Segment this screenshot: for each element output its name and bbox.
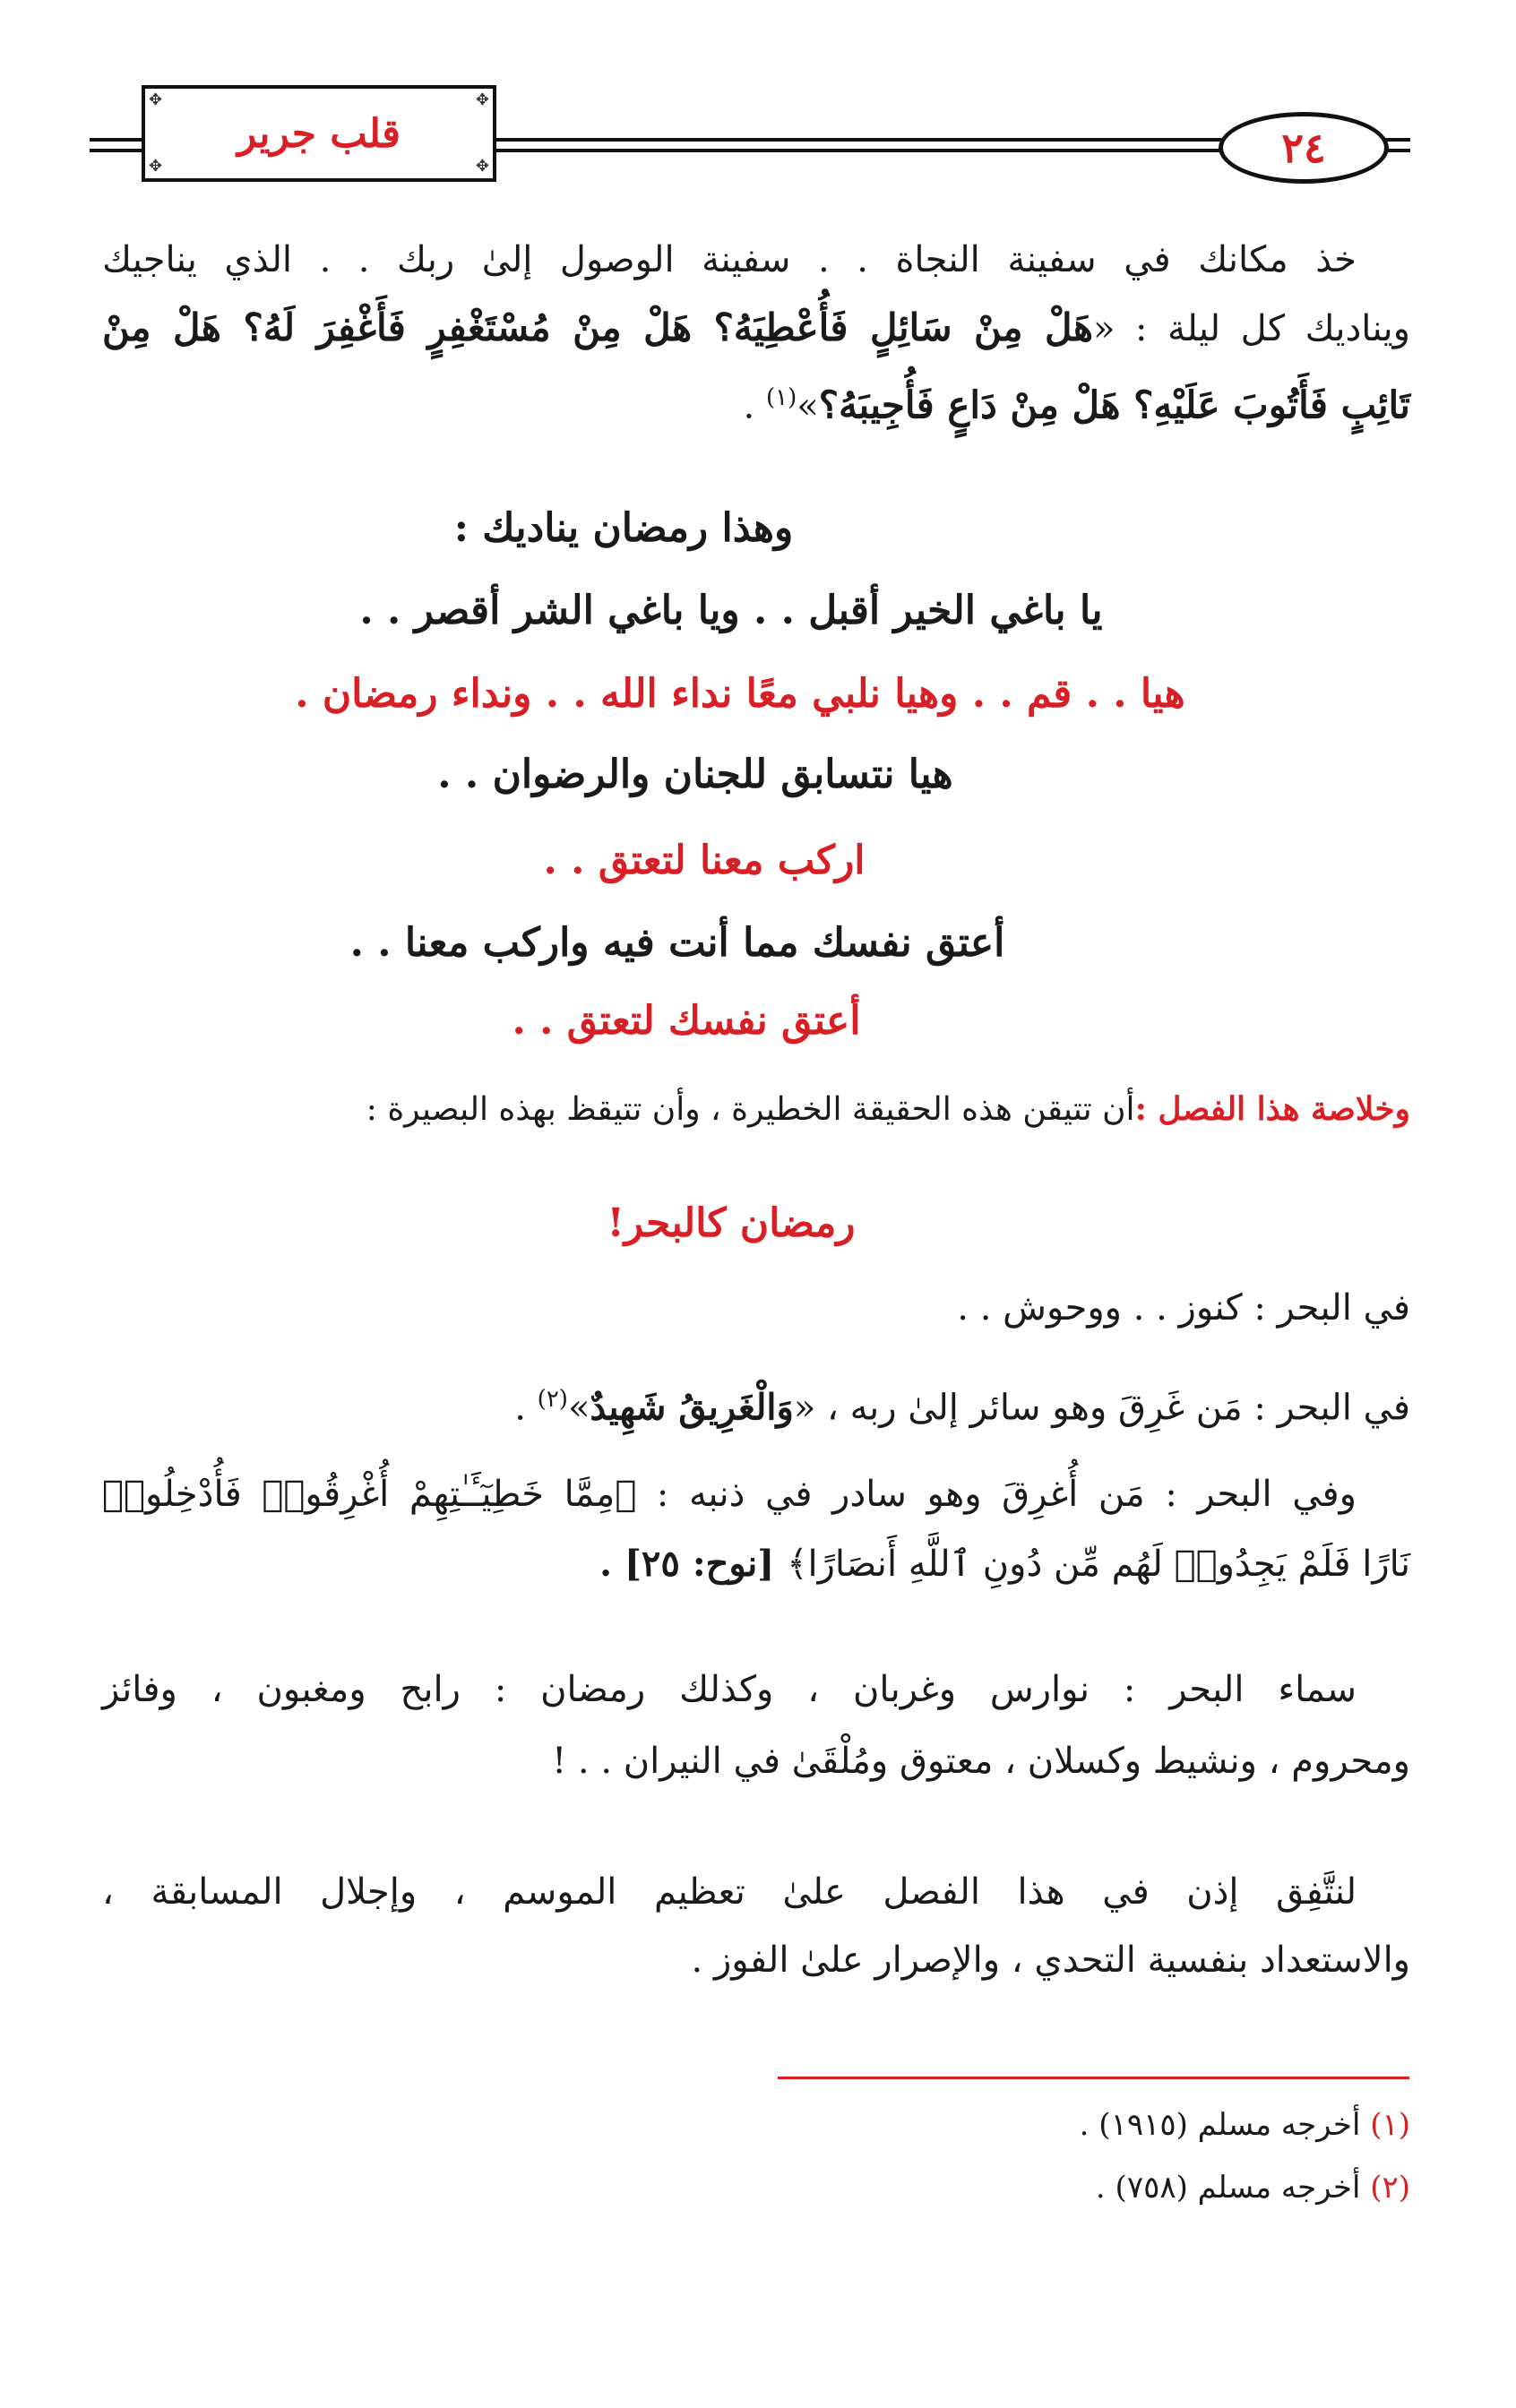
paragraph-line [102,1374,1410,1432]
footnote-text: أخرجه مسلم (١٩١٥) . [1079,2107,1361,2143]
footnote-number: (٢) [1370,2170,1410,2206]
call-line: هيا نتسابق للجنان والرضوان . . [437,752,953,797]
hadith-quote: تَائِبٍ فَأَتُوبَ عَلَيْهِ؟ هَلْ مِنْ دَاعٍ فَأُجِيبَهُ؟ [818,383,1410,427]
paragraph-line [102,1736,1410,1786]
text-run: لنتَّفِق إذن في هذا الفصل علىٰ تعظيم الموسم ، وإجلال المسابقة ، [102,1871,1357,1913]
surah-reference: [نوح: ٢٥] . [599,1543,788,1585]
call-line-red: هيا . . قم . . وهيا نلبي معًا نداء الله . . ونداء رمضان . [295,671,1185,717]
book-title: قلب جرير [237,110,401,157]
paragraph-line [102,1539,1410,1589]
section-heading: رمضان كالبحر! [607,1200,856,1246]
book-title-frame [142,85,496,182]
text-run: في البحر : مَن غَرِقَ وهو سائر إلىٰ ربه ، « [793,1387,1410,1429]
text-run: . [514,1387,538,1429]
hadith-quote: وَالْغَرِيقُ شَهِيدٌ [590,1386,794,1429]
paragraph-line [102,1935,1410,1985]
text-run: وفي البحر : مَن أُغرِقَ وهو سادر في ذنبه : ﴿مِمَّا خَطِيٓـَٔـٰتِهِمْ أُغْرِقُوا۟ فَأُدْخِلُوا۟ [102,1474,1357,1515]
summary-text: أن تتيقن هذه الحقيقة الخطيرة ، وأن تتيقظ بهذه البصيرة : [366,1091,1135,1128]
ornament-icon: ✥ [475,90,489,109]
footnote-ref: (٢) [537,1386,568,1413]
paragraph-line [102,1867,1410,1917]
footnote-ref: (١) [765,384,797,411]
footnote-text: أخرجه مسلم (٧٥٨) . [1095,2170,1361,2206]
text-run: خذ مكانك في سفينة النجاة . . سفينة الوصول إلىٰ ربك . . الذي يناجيك [102,239,1357,280]
text-run: . [743,385,766,427]
quran-verse: نَارًا فَلَمْ يَجِدُوا۟ لَهُم مِّن دُونِ ٱللَّهِ أَنصَارًا﴾ [787,1544,1410,1585]
summary-line [102,1084,1410,1135]
footnote-divider [778,2077,1409,2079]
page-number: ٢٤ [1281,124,1326,172]
ornament-icon: ✥ [475,157,489,176]
call-line: أعتق نفسك مما أنت فيه واركب معنا . . [349,920,1005,966]
paragraph-line [102,235,1410,285]
footnote [1096,2166,1410,2209]
text-run: والاستعداد بنفسية التحدي ، والإصرار علىٰ الفوز . [691,1939,1410,1981]
text-run: في البحر : كنوز . . ووحوش . . [957,1287,1410,1329]
hadith-quote: هَلْ مِنْ سَائِلٍ فَأُعْطِيَهُ؟ هَلْ مِنْ مُسْتَغْفِرٍ فَأَغْفِرَ لَهُ؟ هَلْ مِنْ [102,305,1093,349]
page-number-oval [1219,112,1389,184]
call-line-red: أعتق نفسك لتعتق . . [512,998,861,1044]
text-run: سماء البحر : نوارس وغربان ، وكذلك رمضان : رابح ومغبون ، وفائز [102,1669,1357,1710]
summary-label: وخلاصة هذا الفصل : [1134,1090,1410,1128]
paragraph-line [102,373,1410,431]
paragraph-line [102,1283,1410,1333]
call-line-red: اركب معنا لتعتق . . [543,838,866,883]
call-line: يا باغي الخير أقبل . . ويا باغي الشر أقصر . . [359,588,1103,633]
paragraph-line [102,303,1410,354]
paragraph-line [102,1469,1410,1519]
footnote [1080,2103,1410,2146]
quote-close: » [567,1387,590,1429]
quote-close: » [797,385,819,427]
call-line: وهذا رمضان يناديك : [453,505,794,551]
footnote-number: (١) [1370,2107,1410,2143]
paragraph-line [102,1664,1410,1715]
ornament-icon: ✥ [149,90,163,109]
text-run: ومحروم ، ونشيط وكسلان ، معتوق ومُلْقَىٰ في النيران . . ! [552,1741,1410,1782]
ornament-icon: ✥ [149,157,163,176]
text-run: ويناديك كل ليلة : « [1092,308,1410,349]
